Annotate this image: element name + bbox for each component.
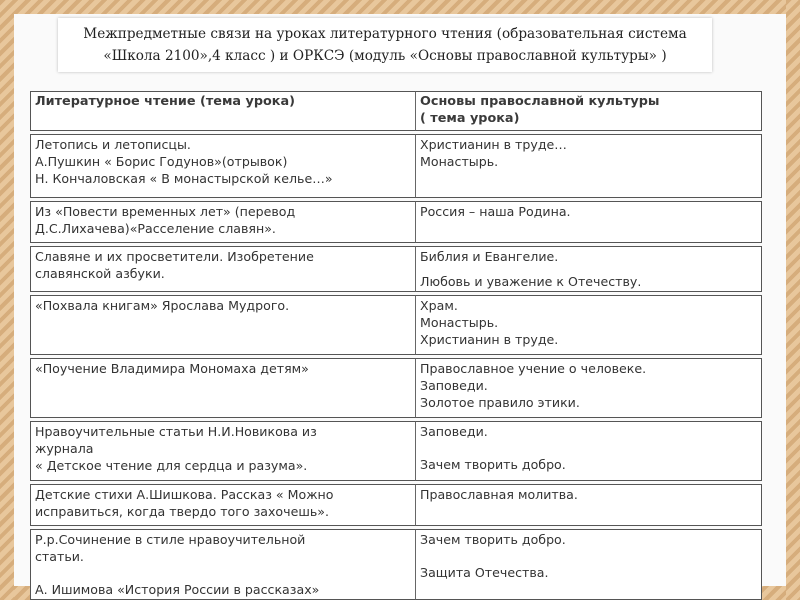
row-7-orthodox: [416, 484, 762, 526]
row-2-right-line-1: Россия – наша Родина.: [420, 204, 571, 219]
row-5-orthodox: [416, 358, 762, 418]
row-7-left-line-2: исправиться, когда твердо того захочешь».: [35, 504, 329, 519]
row-5-right-line-2: Заповеди.: [420, 378, 488, 393]
table-row: [30, 358, 762, 418]
row-7-right-line-1: Православная молитва.: [420, 487, 578, 502]
row-3-orthodox: [416, 246, 762, 292]
table-row: [30, 295, 762, 355]
row-3-literature: [30, 246, 416, 292]
row-3-left-line-2: славянской азбуки.: [35, 266, 165, 281]
row-7-literature: [30, 484, 416, 526]
row-6-left-line-3: « Детское чтение для сердца и разума».: [35, 458, 308, 473]
slide-title-line-2: «Школа 2100»,4 класс ) и ОРКСЭ (модуль «Основы православной культуры» ): [103, 48, 667, 64]
header-orthodox-line-1: Основы православной культуры: [420, 94, 660, 109]
table-row: [30, 529, 762, 600]
row-6-right-line-2: Зачем творить добро.: [420, 457, 566, 472]
row-8-left-line-3: А. Ишимова «История России в рассказах»: [35, 582, 320, 597]
table-row: [30, 484, 762, 526]
row-8-orthodox: [416, 529, 762, 600]
row-8-left-line-1: Р.р.Сочинение в стиле нравоучительной: [35, 532, 306, 547]
row-4-orthodox: [416, 295, 762, 355]
row-6-left-line-2: журнала: [35, 441, 94, 456]
decorative-frame-right: [786, 0, 800, 600]
lessons-table: [30, 88, 762, 603]
row-3-right-line-1: Библия и Евангелие.: [420, 249, 559, 264]
header-orthodox-line-2: ( тема урока): [420, 111, 520, 126]
row-4-right-line-1: Храм.: [420, 298, 458, 313]
row-8-right-line-2: Защита Отечества.: [420, 565, 549, 580]
slide-title: [58, 18, 712, 72]
row-5-left-line-1: «Поучение Владимира Мономаха детям»: [35, 361, 309, 376]
row-2-orthodox: [416, 201, 762, 243]
row-5-right-line-3: Золотое правило этики.: [420, 395, 580, 410]
decorative-frame-left: [0, 0, 14, 600]
table-row: [30, 201, 762, 243]
row-2-left-line-1: Из «Повести временных лет» (перевод: [35, 204, 296, 219]
row-8-left-line-2: статьи.: [35, 549, 84, 564]
table-row: [30, 134, 762, 198]
row-4-right-line-3: Христианин в труде.: [420, 332, 559, 347]
row-8-right-line-1: Зачем творить добро.: [420, 532, 566, 547]
table-header-row: [30, 91, 762, 131]
row-1-right-line-1: Христианин в труде…: [420, 137, 567, 152]
decorative-frame-top: [0, 0, 800, 14]
row-1-orthodox: [416, 134, 762, 198]
row-8-literature: [30, 529, 416, 600]
row-4-literature: [30, 295, 416, 355]
row-7-left-line-1: Детские стихи А.Шишкова. Рассказ « Можно: [35, 487, 334, 502]
row-5-literature: [30, 358, 416, 418]
row-6-orthodox: [416, 421, 762, 481]
row-2-literature: [30, 201, 416, 243]
row-3-right-line-2: Любовь и уважение к Отечеству.: [420, 274, 642, 289]
header-literature: [30, 91, 416, 131]
row-1-left-line-1: Летопись и летописцы.: [35, 137, 191, 152]
row-6-left-line-1: Нравоучительные статьи Н.И.Новикова из: [35, 424, 317, 439]
row-6-literature: [30, 421, 416, 481]
row-2-left-line-2: Д.С.Лихачева)«Расселение славян».: [35, 221, 276, 236]
row-1-right-line-2: Монастырь.: [420, 154, 499, 169]
header-literature-label: Литературное чтение (тема урока): [35, 94, 295, 109]
row-1-literature: [30, 134, 416, 198]
row-1-left-line-2: А.Пушкин « Борис Годунов»(отрывок): [35, 154, 288, 169]
row-6-right-line-1: Заповеди.: [420, 424, 488, 439]
row-5-right-line-1: Православное учение о человеке.: [420, 361, 647, 376]
header-orthodox: [416, 91, 762, 131]
row-3-left-line-1: Славяне и их просветители. Изобретение: [35, 249, 314, 264]
slide-title-line-1: Межпредметные связи на уроках литературного чтения (образовательная система: [83, 26, 687, 42]
row-1-left-line-3: Н. Кончаловская « В монастырской келье…»: [35, 171, 333, 186]
table-row: [30, 421, 762, 481]
row-4-right-line-2: Монастырь.: [420, 315, 499, 330]
table-row: [30, 246, 762, 292]
row-4-left-line-1: «Похвала книгам» Ярослава Мудрого.: [35, 298, 290, 313]
